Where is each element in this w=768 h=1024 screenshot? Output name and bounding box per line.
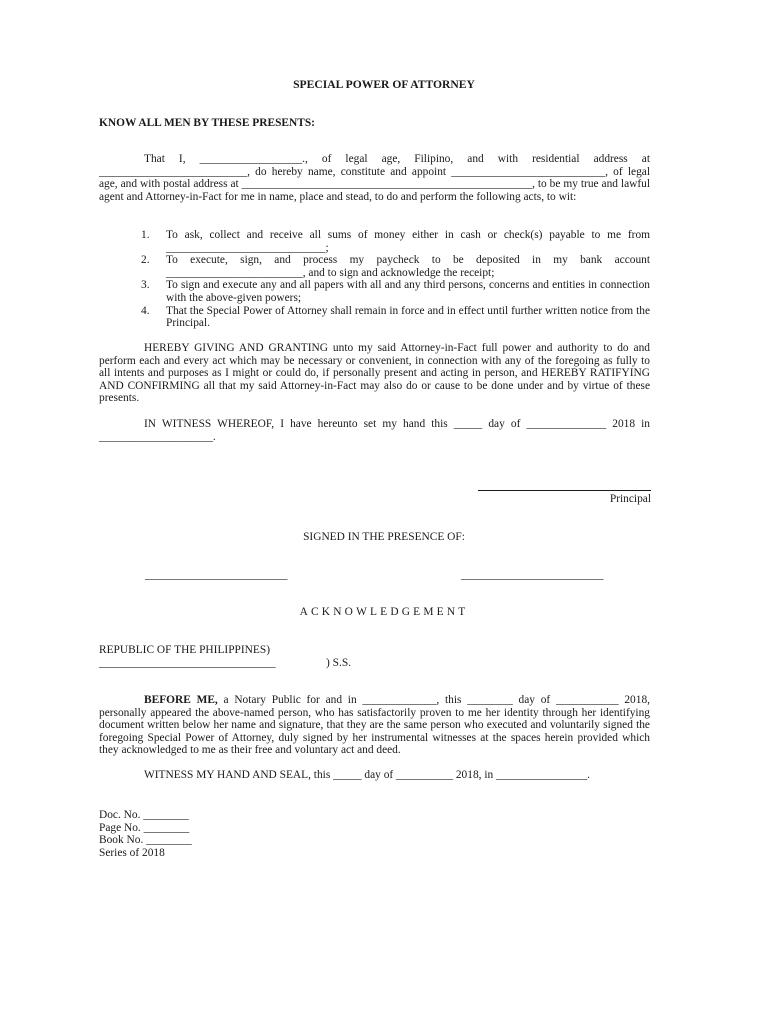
witness-hand-paragraph: WITNESS MY HAND AND SEAL, this _____ day of __________ 2018, in ________________.	[144, 769, 591, 781]
list-item-number: 4.	[141, 304, 150, 317]
granting-paragraph: HEREBY GIVING AND GRANTING unto my said Attorney-in-Fact full power and authority to do and perform each and every act which may be necessary or convenient, in connection with any of the foregoing as fully to all intents and purposes as I might or could do, if personally present and acting in person, and HEREBY RATIFYING AND CONFIRMING all that my said Attorney-in-Fact may also do or cause to be done under and by virtue of these presents.	[99, 342, 650, 405]
opening-heading: KNOW ALL MEN BY THESE PRESENTS:	[99, 117, 315, 129]
county-blank-line: _______________________________	[99, 657, 276, 669]
list-item-number: 1.	[141, 229, 150, 241]
book-number: Book No. ________	[99, 834, 192, 847]
principal-label: Principal	[609, 493, 651, 505]
before-me-label: BEFORE ME,	[144, 694, 218, 706]
notary-register-block	[99, 809, 192, 859]
list-item-text: To sign and execute any and all papers with all and any third persons, concerns and entities in connection with the above-given powers;	[166, 279, 650, 304]
list-item	[141, 279, 650, 304]
republic-line: REPUBLIC OF THE PHILIPPINES)	[99, 644, 270, 656]
list-item-text: To ask, collect and receive all sums of money either in cash or check(s) payable to me from ____________________________;	[166, 229, 650, 254]
witness-signature-line-2: _________________________	[461, 569, 604, 581]
witness-signature-line-1: _________________________	[145, 569, 288, 581]
list-item-number: 2.	[141, 254, 150, 267]
document-title: SPECIAL POWER OF ATTORNEY	[293, 78, 475, 91]
powers-list	[141, 229, 650, 330]
list-item-text: To execute, sign, and process my paycheck to be deposited in my bank account ________________________, and to sign and acknowledge the receipt;	[166, 254, 650, 279]
doc-number: Doc. No. ________	[99, 809, 189, 821]
list-item	[141, 254, 650, 279]
list-item	[141, 305, 650, 330]
list-item-text: That the Special Power of Attorney shall remain in force and in effect until further written notice from the Principal.	[166, 304, 650, 330]
series-year: Series of 2018	[99, 846, 165, 859]
ss-label: ) S.S.	[326, 657, 352, 669]
witness-whereof-paragraph: IN WITNESS WHEREOF, I have hereunto set my hand this _____ day of ______________ 2018 in ____________________.	[99, 418, 650, 443]
notary-paragraph	[99, 694, 650, 757]
acknowledgement-title: ACKNOWLEDGEMENT	[299, 606, 469, 618]
intro-paragraph: That I, __________________., of legal age, Filipino, and with residential address at __________________________, do hereby name, constitute and appoint ___________________________, of legal age, and with postal address at ___________________________________________________, to be my true and lawful agent and Attorney-in-Fact for me in name, place and stead, to do and perform the following acts, to wit:	[99, 153, 650, 203]
list-item-number: 3.	[141, 279, 150, 292]
signed-in-presence-heading: SIGNED IN THE PRESENCE OF:	[303, 531, 465, 543]
list-item	[141, 229, 650, 254]
principal-signature-line	[478, 480, 651, 491]
page-number: Page No. ________	[99, 821, 190, 834]
notary-text: a Notary Public for and in _____________, this ________ day of ___________ 2018, personally appeared the above-named person, who has satisfactorily proven to me her identity through her identifying document written below her name and signature, that they are the same person who executed and voluntarily signed the foregoing Special Power of Attorney, duly signed by her instrumental witnesses at the spaces herein provided which they acknowledged to me as their free and voluntary act and deed.	[99, 694, 650, 757]
